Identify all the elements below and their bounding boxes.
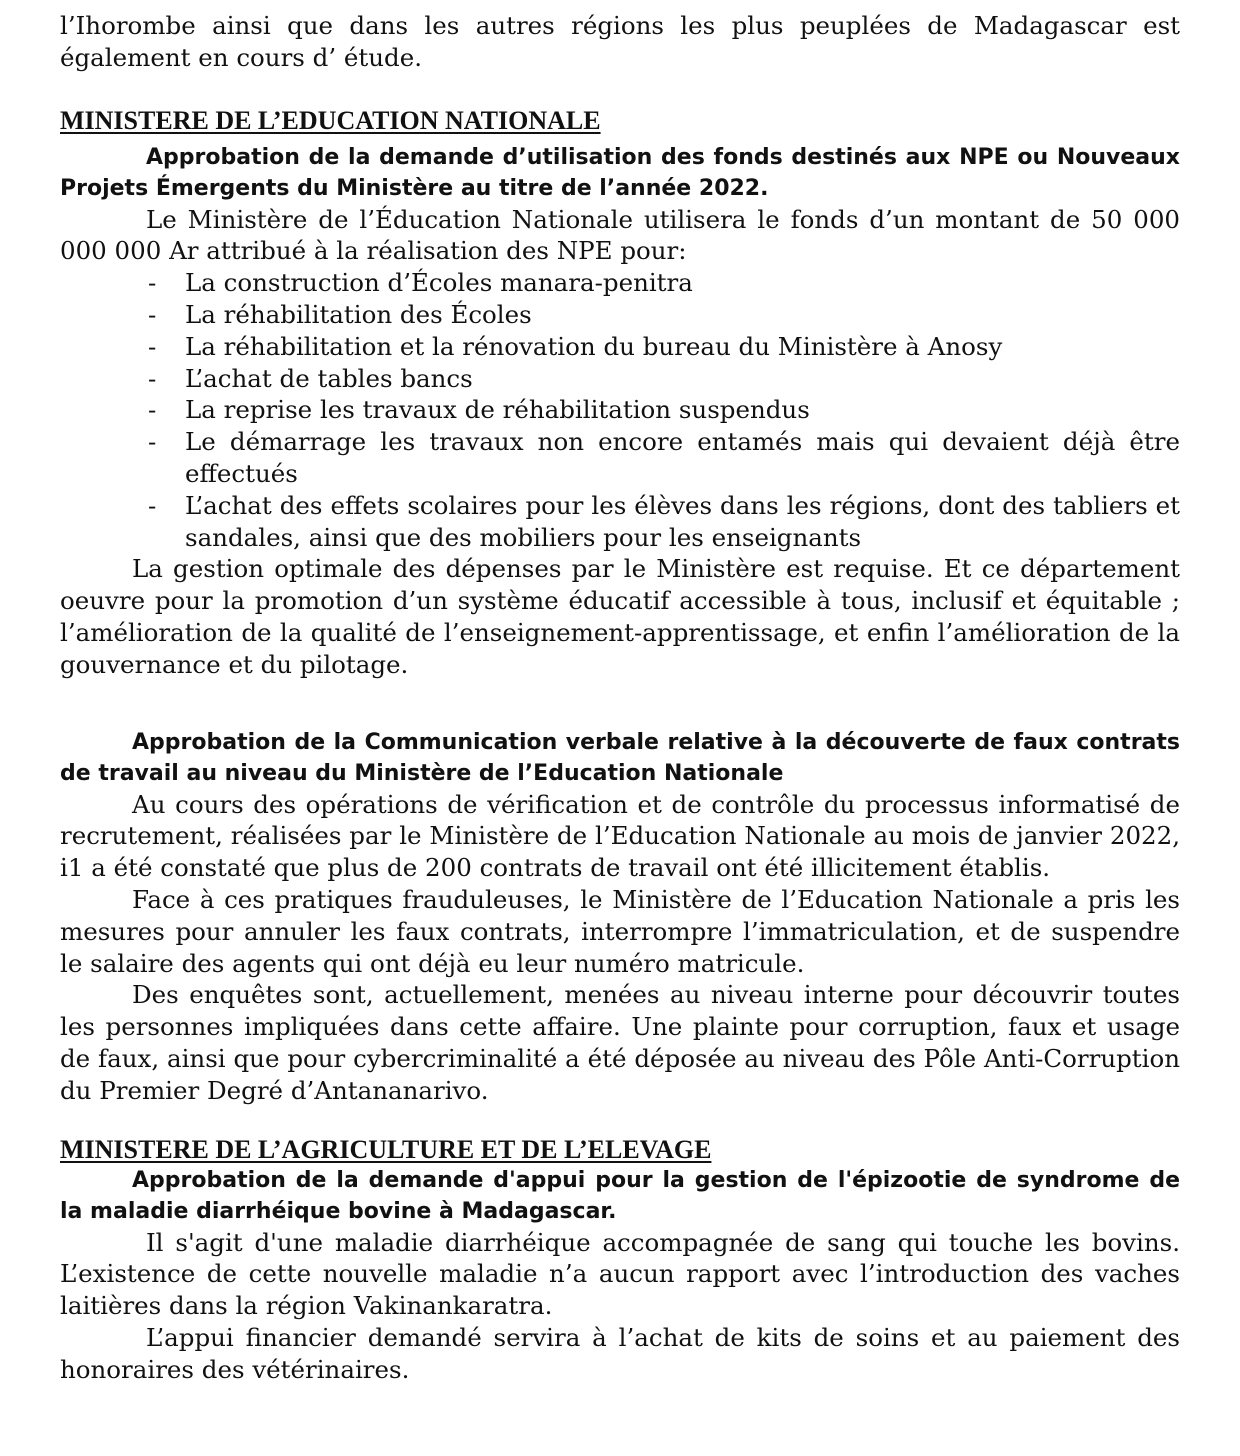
intro-paragraph: l’Ihorombe ainsi que dans les autres régions les plus peuplées de Madagascar est également en cours d’ étude. bbox=[60, 11, 1180, 72]
education-item1-bullet-list bbox=[60, 267, 1180, 553]
education-item1-closing: La gestion optimale des dépenses par le Ministère est requise. Et ce département oeuvre pour la promotion d’un système éducatif accessible à tous, inclusif et équitable ; l’amélioration de la qualité de l’enseignement-apprentissage, et enfin l’amélioration de la gouvernance et du pilotage. bbox=[60, 554, 1180, 679]
education-item1-lead: Le Ministère de l’Éducation Nationale utilisera le fonds d’un montant de 50 000 000 000 Ar attribué à la réalisation des NPE pour: bbox=[60, 204, 1180, 266]
bullet-item: - L’achat des effets scolaires pour les élèves dans les régions, dont des tabliers et sandales, ainsi que des mobiliers pour les enseignants bbox=[148, 490, 1180, 552]
education-item2-paragraph: Des enquêtes sont, actuellement, menées au niveau interne pour découvrir toutes les personnes impliquées dans cette affaire. Une plainte pour corruption, faux et usage de faux, ainsi que pour cybercriminalité a été déposée au niveau des Pôle Anti-Corruption du Premier Degré d’Antananarivo. bbox=[60, 980, 1180, 1105]
education-item2-title: Approbation de la Communication verbale relative à la découverte de faux contrats de travail au niveau du Ministère de l’Education Nationale bbox=[60, 729, 1180, 786]
education-item2-paragraph: Face à ces pratiques frauduleuses, le Ministère de l’Education Nationale a pris les mesures pour annuler les faux contrats, interrompre l’immatriculation, et de suspendre le salaire des agents qui ont déjà eu leur numéro matricule. bbox=[60, 884, 1180, 978]
agriculture-item1-paragraph: Il s'agit d'une maladie diarrhéique accompagnée de sang qui touche les bovins. L’existence de cette nouvelle maladie n’a aucun rapport avec l’introduction des vaches laitières dans la région Vakinankaratra. bbox=[60, 1227, 1180, 1321]
agriculture-item1-title: Approbation de la demande d'appui pour la gestion de l'épizootie de syndrome de la maladie diarrhéique bovine à Madagascar. bbox=[60, 1167, 1180, 1224]
section-heading-education: MINISTERE DE L’EDUCATION NATIONALE bbox=[60, 105, 601, 135]
bullet-item: - La reprise les travaux de réhabilitation suspendus bbox=[148, 395, 810, 425]
bullet-item: - L’achat de tables bancs bbox=[148, 363, 473, 393]
education-item1-title: Approbation de la demande d’utilisation des fonds destinés aux NPE ou Nouveaux Projets Émergents du Ministère au titre de l’année 2022. bbox=[60, 144, 1180, 201]
bullet-item: - Le démarrage les travaux non encore entamés mais qui devaient déjà être effectués bbox=[148, 427, 1180, 488]
agriculture-item1-paragraph: L’appui financier demandé servira à l’achat de kits de soins et au paiement des honoraires des vétérinaires. bbox=[60, 1322, 1180, 1384]
document-page bbox=[60, 10, 1180, 1386]
bullet-item: - La construction d’Écoles manara-penitra bbox=[148, 268, 693, 298]
section-heading-agriculture: MINISTERE DE L’AGRICULTURE ET DE L’ELEVAGE bbox=[60, 1134, 712, 1164]
bullet-item: - La réhabilitation des Écoles bbox=[148, 299, 532, 329]
bullet-item: - La réhabilitation et la rénovation du bureau du Ministère à Anosy bbox=[148, 331, 1003, 361]
education-item2-paragraph: Au cours des opérations de vérification et de contrôle du processus informatisé de recrutement, réalisées par le Ministère de l’Education Nationale au mois de janvier 2022, i1 a été constaté que plus de 200 contrats de travail ont été illicitement établis. bbox=[60, 789, 1180, 883]
